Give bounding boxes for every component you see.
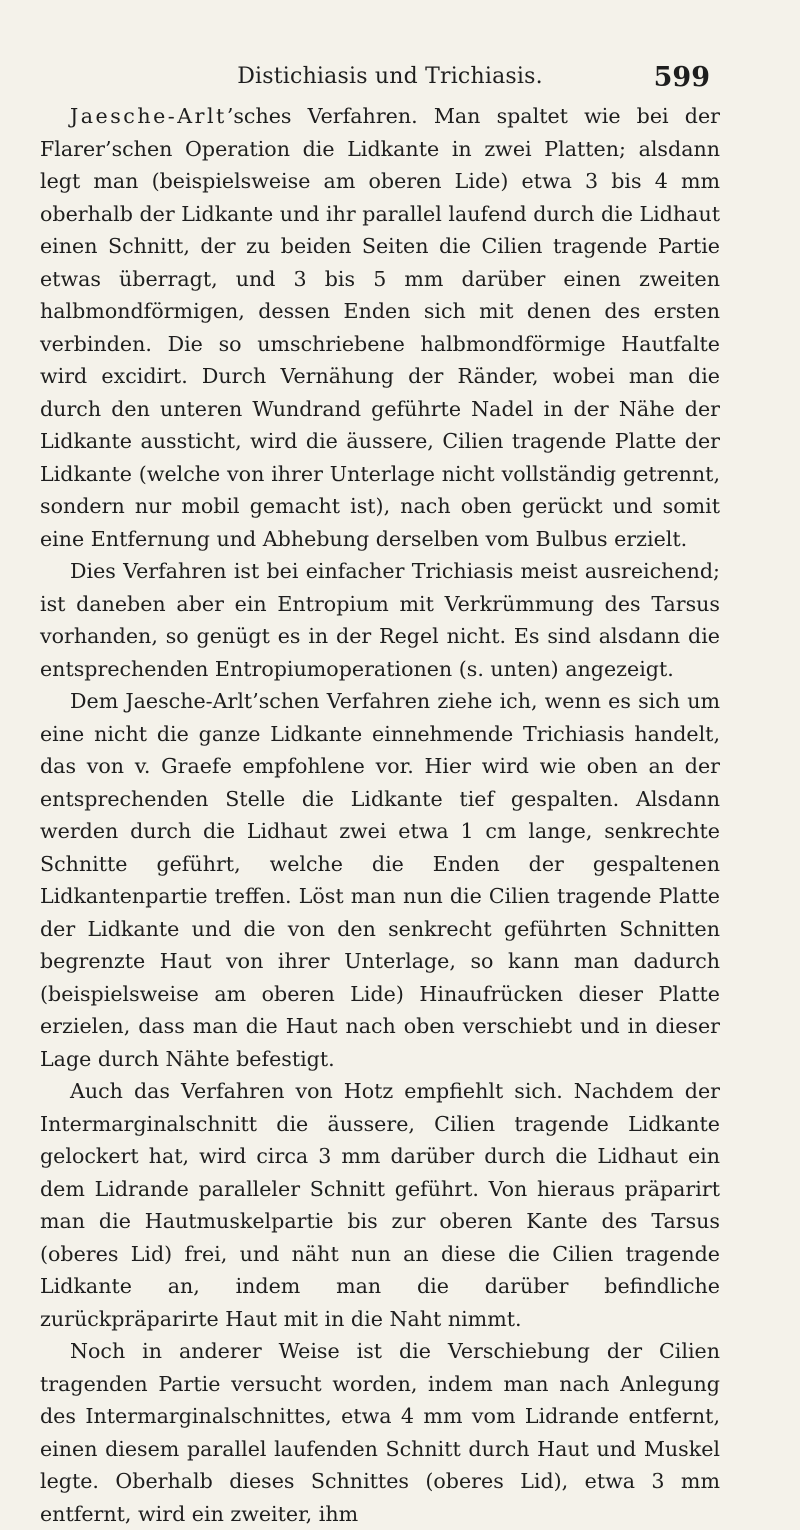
paragraph: [40, 555, 720, 685]
page-header: [70, 62, 710, 93]
spaced-name: Jaesche-Arlt: [70, 104, 227, 128]
paragraph-text: Dies Verfahren ist bei einfacher Trichiasis meist ausreichend; ist daneben aber ein Entropium mit Verkrümmung des Tarsus vorhanden, so genügt es in der Regel nicht. Es sind alsdann die entsprechenden Entropiumoperationen (s. unten) angezeigt.: [40, 559, 720, 681]
paragraph-text: Dem Jaesche-Arlt’schen Verfahren ziehe ich, wenn es sich um eine nicht die ganze Lidkante einnehmende Trichiasis handelt, das von v. Graefe empfohlene vor. Hier wird wie oben an der entsprechenden Stelle die Lidkante tief gespalten. Alsdann werden durch die Lidhaut zwei etwa 1 cm lange, senkrechte Schnitte geführt, welche die Enden der gespaltenen Lidkantenpartie treffen. Löst man nun die Cilien tragende Platte der Lidkante und die von den senkrecht geführten Schnitten begrenzte Haut von ihrer Unterlage, so kann man dadurch (beispielsweise am oberen Lide) Hinaufrücken dieser Platte erzielen, dass man die Haut nach oben verschiebt und in dieser Lage durch Nähte befestigt.: [40, 689, 720, 1071]
paragraph: [40, 100, 720, 555]
paragraph: [40, 1335, 720, 1530]
paragraph-text: Auch das Verfahren von Hotz empfiehlt sich. Nachdem der Intermarginalschnitt die äussere, Cilien tragende Lidkante gelockert hat, wird circa 3 mm darüber durch die Lidhaut ein dem Lidrande paralleler Schnitt geführt. Von hieraus präparirt man die Hautmuskelpartie bis zur oberen Kante des Tarsus (oberes Lid) frei, und näht nun an diese die Cilien tragende Lidkante an, indem man die darüber befindliche zurückpräparirte Haut mit in die Naht nimmt.: [40, 1079, 720, 1331]
page-number: 599: [653, 62, 710, 93]
paragraph-text: ’sches Verfahren. Man spaltet wie bei der Flarer’schen Operation die Lidkante in zwei Platten; alsdann legt man (beispielsweise am oberen Lide) etwa 3 bis 4 mm oberhalb der Lidkante und ihr parallel laufend durch die Lidhaut einen Schnitt, der zu beiden Seiten die Cilien tragende Partie etwas überragt, und 3 bis 5 mm darüber einen zweiten halbmondförmigen, dessen Enden sich mit denen des ersten verbinden. Die so umschriebene halbmondförmige Hautfalte wird excidirt. Durch Vernähung der Ränder, wobei man die durch den unteren Wundrand geführte Nadel in der Nähe der Lidkante aussticht, wird die äussere, Cilien tragende Platte der Lidkante (welche von ihrer Unterlage nicht vollständig getrennt, sondern nur mobil gemacht ist), nach oben gerückt und somit eine Entfernung und Abhebung derselben vom Bulbus erzielt.: [40, 104, 720, 551]
body-text: [40, 100, 720, 1530]
paragraph-text: Noch in anderer Weise ist die Verschiebung der Cilien tragenden Partie versucht worden, indem man nach Anlegung des Intermarginalschnittes, etwa 4 mm vom Lidrande entfernt, einen diesem parallel laufenden Schnitt durch Haut und Muskel legte. Oberhalb dieses Schnittes (oberes Lid), etwa 3 mm entfernt, wird ein zweiter, ihm: [40, 1339, 720, 1526]
paragraph: [40, 1075, 720, 1335]
paragraph: [40, 685, 720, 1075]
running-title: Distichiasis und Trichiasis.: [237, 64, 543, 89]
